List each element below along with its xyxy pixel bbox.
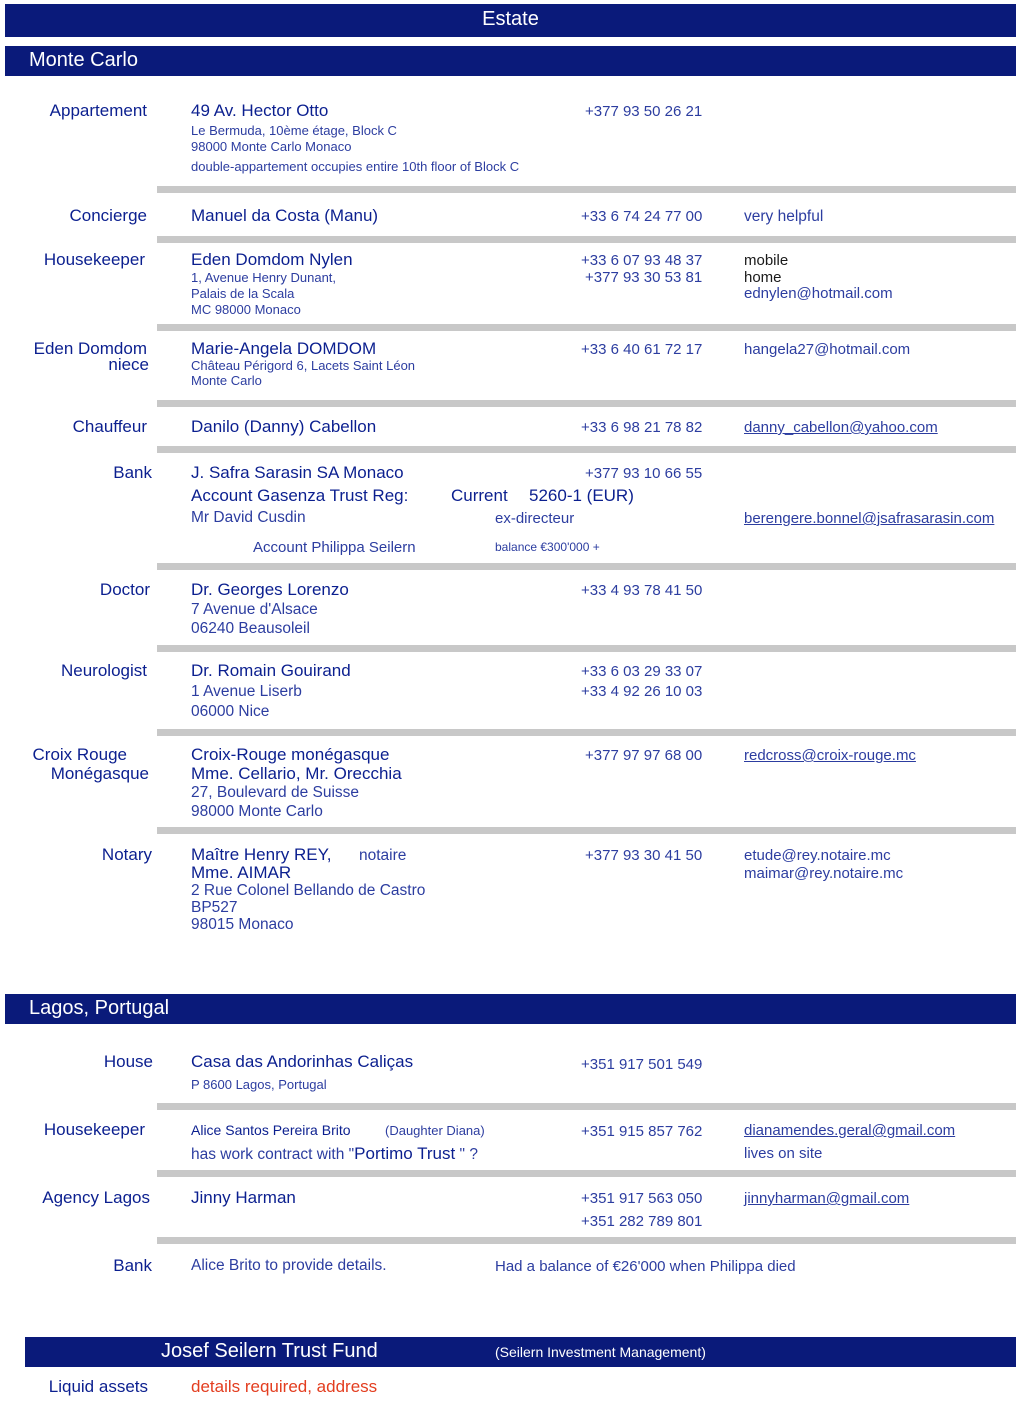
redcross-email-link[interactable]: redcross@croix-rouge.mc: [744, 747, 916, 764]
housekeeper-note-home: home: [744, 269, 782, 286]
lagos-housekeeper-email-link[interactable]: dianamendes.geral@gmail.com: [744, 1122, 956, 1139]
redcross-addr2: 98000 Monte Carlo: [191, 803, 323, 820]
appartement-name: 49 Av. Hector Otto: [191, 101, 329, 120]
concierge-note: very helpful: [744, 208, 824, 225]
niece-addr2: Monte Carlo: [191, 373, 262, 388]
bank-contact-role: ex-directeur: [495, 510, 575, 527]
bank-account: Account Gasenza Trust Reg:: [191, 486, 409, 505]
niece-phone: +33 6 40 61 72 17: [581, 341, 703, 358]
notary-addr1: 2 Rue Colonel Bellando de Castro: [191, 882, 426, 899]
separator: [157, 1170, 1016, 1177]
agency-phone1: +351 917 563 050: [581, 1190, 703, 1207]
notary-role: notaire: [359, 847, 407, 864]
bank-account2: Account Philippa Seilern: [253, 539, 416, 556]
separator: [157, 827, 1016, 834]
separator: [157, 400, 1016, 407]
notary-email2[interactable]: maimar@rey.notaire.mc: [744, 865, 904, 882]
estate-title: Estate: [482, 8, 539, 30]
niece-label-line1: Eden Domdom: [33, 339, 147, 358]
separator: [157, 186, 1016, 193]
redcross-label-line2: Monégasque: [50, 764, 149, 783]
appartement-label: Appartement: [49, 101, 147, 120]
monte-carlo-section-bar: [5, 46, 1016, 76]
bank-balance: balance €300'000 +: [495, 540, 600, 554]
separator: [157, 645, 1016, 652]
lagos-housekeeper-contract: [191, 1144, 478, 1164]
bank-contact: Mr David Cusdin: [191, 509, 306, 526]
neurologist-phone2: +33 4 92 26 10 03: [581, 683, 703, 700]
house-name: Casa das Andorinhas Caliças: [191, 1052, 414, 1071]
housekeeper-phone-home: +377 93 30 53 81: [585, 269, 703, 286]
chauffeur-phone: +33 6 98 21 78 82: [581, 419, 703, 436]
bank-name: J. Safra Sarasin SA Monaco: [191, 463, 404, 482]
doctor-addr1: 7 Avenue d'Alsace: [191, 601, 318, 618]
bank-phone: +377 93 10 66 55: [585, 465, 703, 482]
notary-addr2: BP527: [191, 899, 238, 916]
lagos-bank-label: Bank: [113, 1256, 152, 1275]
agency-phone2: +351 282 789 801: [581, 1213, 703, 1230]
bank-account-number: 5260-1 (EUR): [529, 486, 634, 505]
neurologist-addr2: 06000 Nice: [191, 703, 270, 720]
doctor-addr2: 06240 Beausoleil: [191, 620, 310, 637]
house-phone: +351 917 501 549: [581, 1056, 703, 1073]
contract-text-pre: has work contract with ": [191, 1146, 355, 1163]
neurologist-label: Neurologist: [61, 661, 147, 680]
notary-phone: +377 93 30 41 50: [585, 847, 703, 864]
trust-section-title: Josef Seilern Trust Fund: [161, 1340, 378, 1362]
house-label: House: [103, 1052, 153, 1071]
bank-account-current: Current: [451, 486, 508, 505]
housekeeper-note-mobile: mobile: [744, 252, 789, 269]
trust-section-bar: [25, 1337, 1016, 1367]
concierge-label: Concierge: [69, 206, 147, 225]
appartement-addr2: 98000 Monte Carlo Monaco: [191, 139, 352, 154]
notary-addr3: 98015 Monaco: [191, 916, 294, 933]
lagos-section-title: Lagos, Portugal: [29, 997, 170, 1019]
notary-label: Notary: [101, 845, 152, 864]
chauffeur-label: Chauffeur: [72, 417, 147, 436]
concierge-phone: +33 6 74 24 77 00: [581, 208, 703, 225]
separator: [157, 236, 1016, 243]
housekeeper-addr1: 1, Avenue Henry Dunant,: [191, 270, 337, 285]
redcross-contacts: Mme. Cellario, Mr. Orecchia: [191, 764, 402, 783]
separator: [157, 446, 1016, 453]
notary-name2: Mme. AIMAR: [191, 863, 292, 882]
lagos-section-bar: [5, 994, 1016, 1024]
separator: [157, 1237, 1016, 1244]
contract-text-post: " ?: [455, 1146, 478, 1163]
neurologist-addr1: 1 Avenue Liserb: [191, 683, 302, 700]
separator: [157, 1103, 1016, 1110]
separator: [157, 324, 1016, 331]
niece-addr1: Château Périgord 6, Lacets Saint Léon: [191, 358, 416, 373]
contract-text-bold: Portimo Trust: [354, 1144, 456, 1163]
trust-section-subtitle: (Seilern Investment Management): [495, 1344, 706, 1360]
appartement-addr1: Le Bermuda, 10ème étage, Block C: [191, 123, 397, 138]
separator: [157, 729, 1016, 736]
lagos-bank-balance: Had a balance of €26'000 when Philippa died: [495, 1258, 796, 1275]
niece-email[interactable]: hangela27@hotmail.com: [744, 341, 911, 358]
redcross-label-line1: Croix Rouge: [32, 745, 127, 764]
estate-title-bar: [5, 4, 1016, 37]
redcross-name: Croix-Rouge monégasque: [191, 745, 390, 764]
lagos-housekeeper-label: Housekeeper: [43, 1120, 145, 1139]
agency-email-link[interactable]: jinnyharman@gmail.com: [744, 1190, 910, 1207]
housekeeper-addr3: MC 98000 Monaco: [191, 302, 301, 317]
agency-name: Jinny Harman: [191, 1188, 296, 1207]
bank-label: Bank: [113, 463, 152, 482]
housekeeper-name: Eden Domdom Nylen: [191, 250, 353, 269]
housekeeper-email[interactable]: ednylen@hotmail.com: [744, 285, 893, 302]
separator: [157, 563, 1016, 570]
housekeeper-phone-mobile: +33 6 07 93 48 37: [581, 252, 703, 269]
monte-carlo-section-title: Monte Carlo: [29, 49, 138, 71]
liquid-assets-text: details required, address: [191, 1377, 378, 1396]
redcross-phone: +377 97 97 68 00: [585, 747, 703, 764]
notary-name: Maître Henry REY,: [191, 845, 332, 864]
niece-name: Marie-Angela DOMDOM: [191, 339, 377, 358]
lagos-housekeeper-daughter: (Daughter Diana): [385, 1123, 485, 1138]
appartement-addr3: double-appartement occupies entire 10th floor of Block C: [191, 159, 520, 174]
doctor-label: Doctor: [99, 580, 150, 599]
redcross-addr1: 27, Boulevard de Suisse: [191, 784, 360, 801]
neurologist-name: Dr. Romain Gouirand: [191, 661, 351, 680]
bank-email-link[interactable]: berengere.bonnel@jsafrasarasin.com: [744, 510, 995, 527]
chauffeur-email-link[interactable]: danny_cabellon@yahoo.com: [744, 419, 938, 436]
house-addr: P 8600 Lagos, Portugal: [191, 1077, 327, 1092]
housekeeper-addr2: Palais de la Scala: [191, 286, 295, 301]
agency-label: Agency Lagos: [42, 1188, 150, 1207]
lagos-housekeeper-name: Alice Santos Pereira Brito: [191, 1122, 351, 1138]
appartement-phone: +377 93 50 26 21: [585, 103, 703, 120]
notary-email1[interactable]: etude@rey.notaire.mc: [744, 847, 891, 864]
lagos-housekeeper-phone: +351 915 857 762: [581, 1123, 703, 1140]
neurologist-phone1: +33 6 03 29 33 07: [581, 663, 703, 680]
housekeeper-label: Housekeeper: [43, 250, 145, 269]
lagos-bank-text: Alice Brito to provide details.: [191, 1257, 387, 1274]
liquid-assets-label: Liquid assets: [48, 1377, 148, 1396]
concierge-name: Manuel da Costa (Manu): [191, 206, 379, 225]
doctor-phone: +33 4 93 78 41 50: [581, 582, 703, 599]
niece-label-line2: niece: [108, 355, 149, 374]
doctor-name: Dr. Georges Lorenzo: [191, 580, 349, 599]
lagos-housekeeper-note: lives on site: [744, 1145, 823, 1162]
chauffeur-name: Danilo (Danny) Cabellon: [191, 417, 377, 436]
